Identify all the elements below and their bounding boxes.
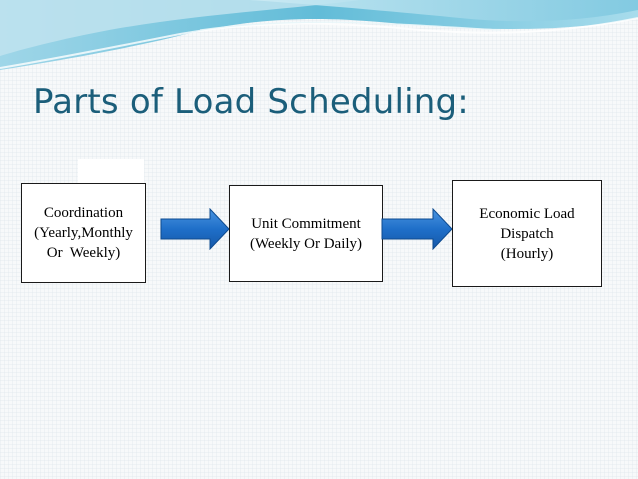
box-economic-line-1: Economic Load (479, 205, 575, 222)
box-economic-line-3: (Hourly) (500, 245, 554, 262)
slide-title: Parts of Load Scheduling: (33, 82, 469, 122)
box-coordination (21, 183, 146, 283)
box-unit-commitment (229, 185, 383, 282)
box-unit-line-2: (Weekly Or Daily) (249, 235, 363, 252)
header-wave-decoration (0, 0, 638, 80)
box-coordination-line-1: Coordination (43, 205, 124, 221)
blank-placeholder (78, 159, 144, 183)
box-economic-line-2: Dispatch (500, 225, 554, 242)
arrow-right-icon (381, 208, 453, 250)
box-economic-load-dispatch (452, 180, 602, 287)
box-unit-line-1: Unit Commitment (251, 215, 361, 232)
box-coordination-line-3: Or Weekly) (46, 245, 121, 261)
arrow-right-icon (160, 208, 230, 250)
box-coordination-line-2: (Yearly,Monthly (34, 225, 133, 241)
